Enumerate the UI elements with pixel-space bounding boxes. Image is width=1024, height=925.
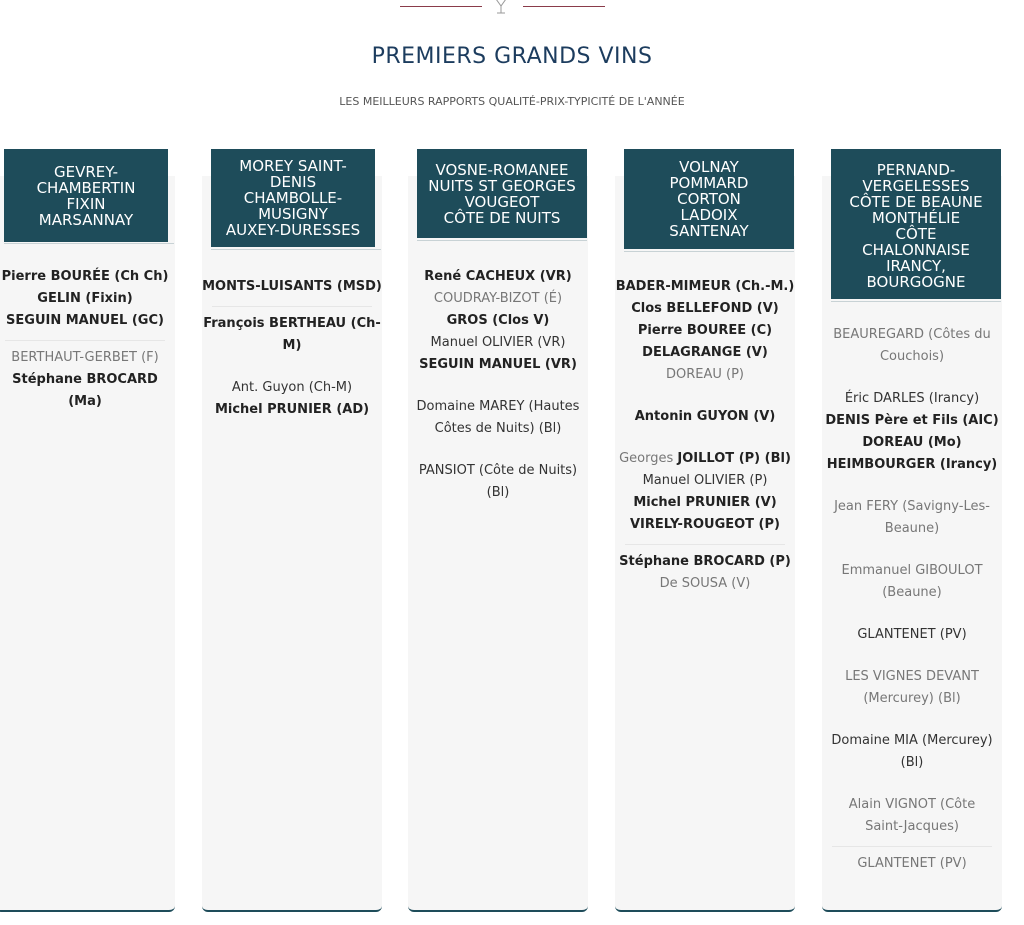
list-item: Michel PRUNIER (V) (633, 495, 777, 510)
list-item: GLANTENET (PV) (857, 856, 967, 871)
region-card-morey (202, 157, 382, 912)
list-item: François BERTHEAU (Ch-M) (203, 316, 381, 353)
producer-list (202, 276, 382, 421)
list-item: Clos BELLEFOND (V) (631, 301, 779, 316)
region-card-gevrey (0, 162, 175, 912)
divider (832, 846, 992, 847)
list-item: Stéphane BROCARD (P) (619, 554, 791, 569)
list-item: DOREAU (P) (665, 367, 744, 382)
region-card-vosne (408, 160, 588, 912)
producer-list (408, 266, 588, 504)
list-item: Manuel OLIVIER (VR) (430, 335, 566, 350)
list-item: DENIS Père et Fils (AIC) (825, 413, 999, 428)
list-item: Domaine MAREY (Hautes Côtes de Nuits) (Bl) (416, 399, 580, 436)
producer-list (0, 266, 175, 413)
list-item: De SOUSA (V) (659, 576, 751, 591)
list-item: LES VIGNES DEVANT (Mercurey) (Bl) (845, 669, 979, 706)
page-title: PREMIERS GRANDS VINS (371, 44, 653, 69)
list-item: Pierre BOUREE (C) (637, 323, 773, 338)
ornament-line-left (400, 6, 482, 7)
region-header: PERNAND- VERGELESSES CÔTE DE BEAUNE MONTHÉLIE CÔTE CHALONNAISE IRANCY, BOURGOGNE (831, 149, 1001, 299)
list-item: Éric DARLES (Irancy) (844, 391, 980, 406)
region-header: MOREY SAINT- DENIS CHAMBOLLE- MUSIGNY AUXEY-DURESSES (211, 149, 375, 247)
list-item: SEGUIN MANUEL (VR) (419, 357, 577, 372)
divider (212, 306, 372, 307)
title-ornament (400, 0, 605, 14)
region-card-volnay (615, 158, 795, 912)
divider (5, 340, 165, 341)
region-header: VOSNE-ROMANEE NUITS ST GEORGES VOUGEOT CÔTE DE NUITS (417, 149, 587, 238)
ornament-line-right (523, 6, 605, 7)
list-item: SEGUIN MANUEL (GC) (6, 313, 164, 328)
list-item: Emmanuel GIBOULOT (Beaune) (841, 563, 983, 600)
list-item: GLANTENET (PV) (857, 627, 967, 642)
list-item: Jean FERY (Savigny-Les-Beaune) (834, 499, 990, 536)
list-item: GROS (Clos V) (446, 313, 550, 328)
region-card-pernand (822, 161, 1002, 912)
list-item: BADER-MIMEUR (Ch.-M.) (615, 279, 795, 294)
list-item: BERTHAUT-GERBET (F) (11, 350, 159, 365)
list-item: Georges JOILLOT (P) (Bl) (619, 451, 791, 466)
list-item: VIRELY-ROUGEOT (P) (630, 517, 780, 532)
header-rule (4, 243, 174, 244)
list-item: Antonin GUYON (V) (634, 409, 776, 424)
list-item: DOREAU (Mo) (862, 435, 962, 450)
list-item: GELIN (Fixin) (37, 291, 133, 306)
divider (625, 544, 785, 545)
header-rule (624, 251, 794, 252)
header-rule (417, 240, 587, 241)
list-item: COUDRAY-BIZOT (É) (433, 291, 563, 306)
list-item: Domaine MIA (Mercurey) (Bl) (831, 733, 993, 770)
list-item: Pierre BOURÉE (Ch Ch) (1, 269, 169, 284)
list-item: HEIMBOURGER (Irancy) (826, 457, 998, 472)
header-rule (831, 301, 1001, 302)
list-item: Ant. Guyon (Ch-M) (231, 380, 353, 395)
producer-list (615, 276, 795, 595)
list-item: René CACHEUX (VR) (424, 269, 572, 284)
header-rule (211, 249, 381, 250)
region-header: GEVREY- CHAMBERTIN FIXIN MARSANNAY (4, 149, 168, 242)
producer-list (822, 324, 1002, 875)
wine-glass-icon (493, 0, 509, 16)
list-item: Michel PRUNIER (AD) (214, 402, 370, 417)
list-item: DELAGRANGE (V) (642, 345, 768, 360)
list-item: PANSIOT (Côte de Nuits) (Bl) (418, 463, 578, 500)
page-subtitle: LES MEILLEURS RAPPORTS QUALITÉ-PRIX-TYPICITÉ DE L'ANNÉE (339, 95, 685, 108)
list-item: Stéphane BROCARD (Ma) (12, 372, 158, 409)
list-item: Manuel OLIVIER (P) (642, 473, 768, 488)
list-item: MONTS-LUISANTS (MSD) (202, 279, 382, 294)
region-header: VOLNAY POMMARD CORTON LADOIX SANTENAY (624, 149, 794, 249)
list-item: Alain VIGNOT (Côte Saint-Jacques) (848, 797, 976, 834)
list-item: BEAUREGARD (Côtes du Couchois) (833, 327, 991, 364)
